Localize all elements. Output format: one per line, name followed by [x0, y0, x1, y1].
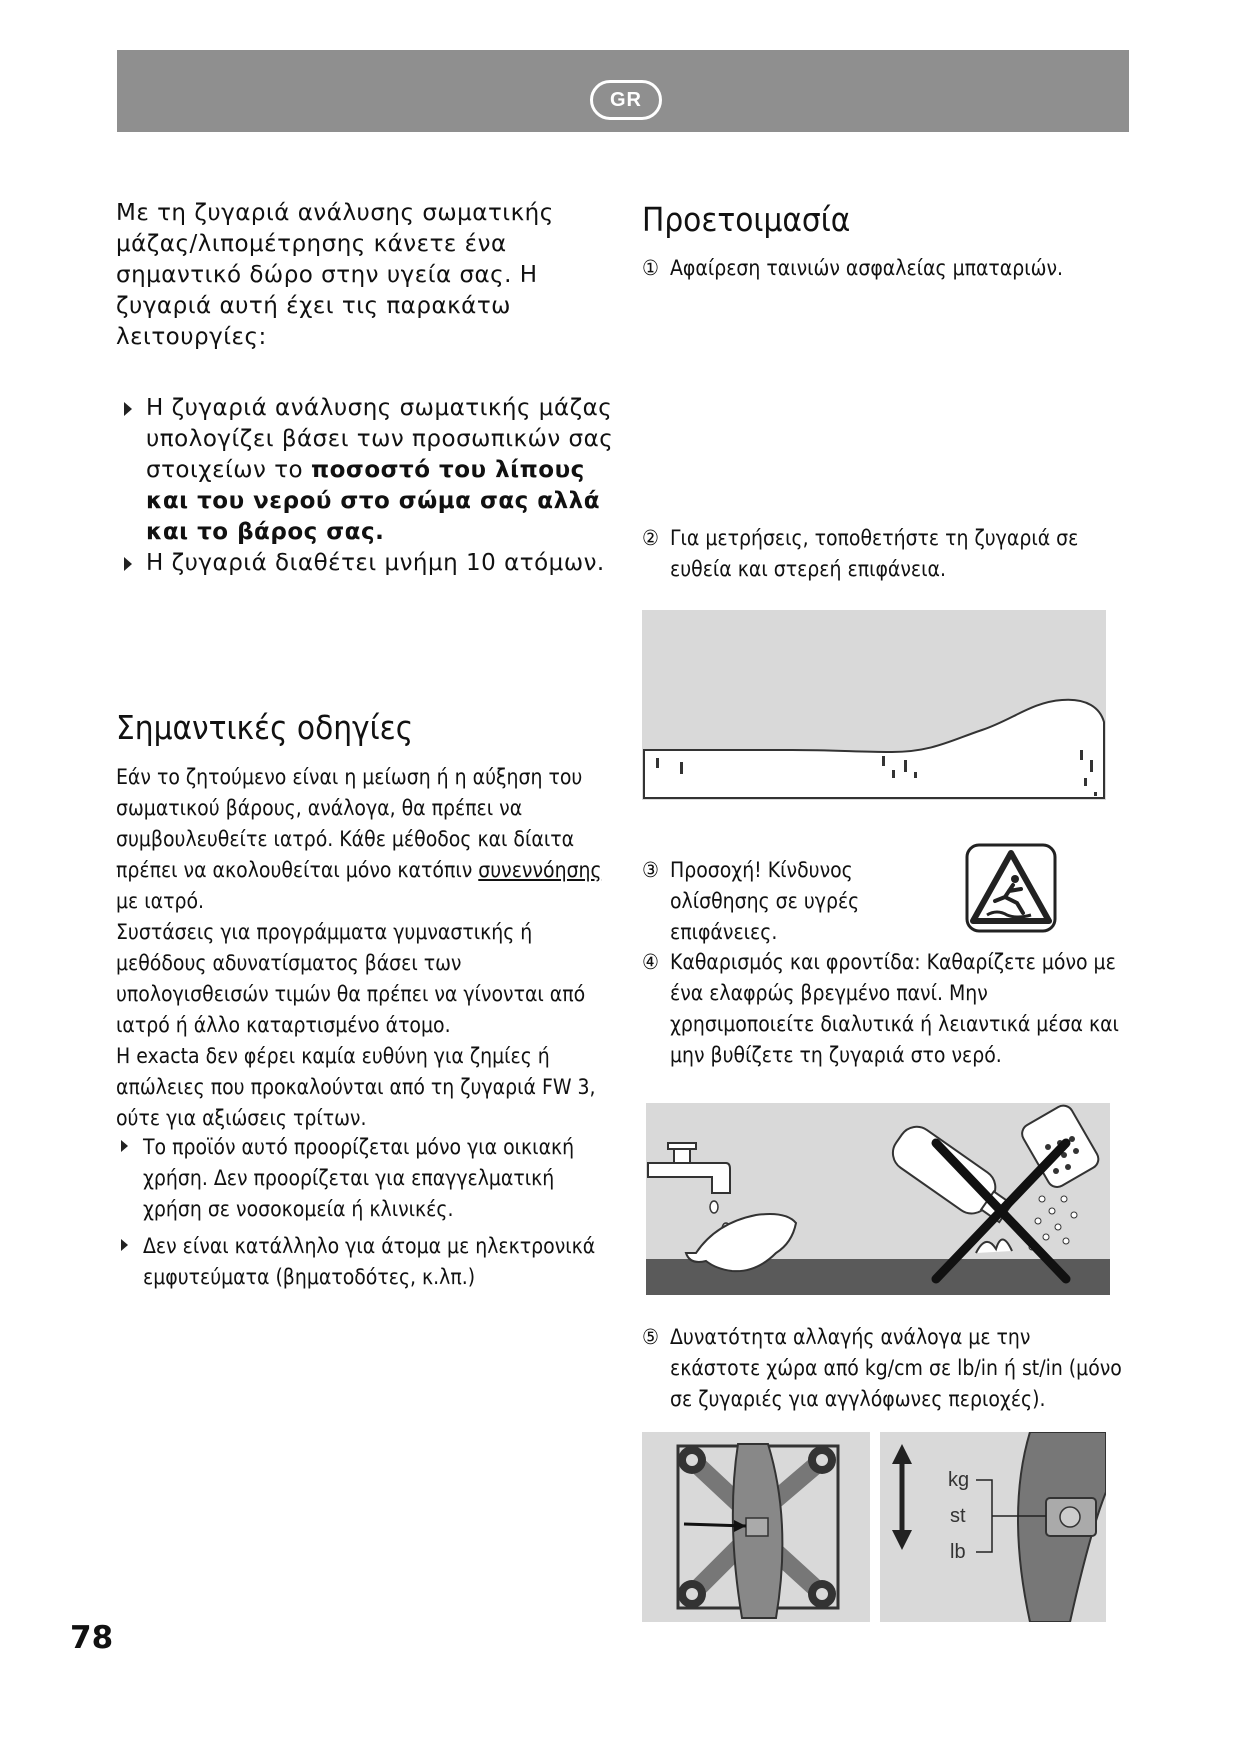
text-run: δεν φέρει καμία ευθύνη για ζημίες ή απώλειες που προκαλούνται από τη ζυγαριά FW 3, ούτε για αξιώσεις τρίτων.: [116, 1044, 596, 1130]
unit-label-st: st: [950, 1505, 966, 1527]
text-run: Εάν το ζητούμενο είναι η μείωση ή η αύξηση του σωματικού βάρους, ανάλογα, θα πρέπει να συμβουλευθείτε ιατρό. Κάθε μέθοδος και δίαιτα πρέπει να ακολουθείται μόνο κατόπιν: [116, 765, 583, 882]
list-item: [116, 393, 616, 548]
feature-text: Η ζυγαριά διαθέτει μνήμη 10 ατόμων.: [146, 550, 605, 576]
cleaning-illustration: [646, 1103, 1110, 1295]
list-item: [116, 1132, 616, 1225]
step-text: Προσοχή! Κίνδυνος ολίσθησης σε υγρές επιφάνειες.: [670, 858, 860, 944]
step-text: Αφαίρεση ταινιών ασφαλείας μπαταριών.: [670, 256, 1064, 280]
step-1: [642, 253, 1122, 284]
unit-label-lb: lb: [950, 1541, 966, 1563]
slip-warning-icon: [965, 843, 1057, 933]
step-number: ②: [642, 526, 659, 550]
important-body: [116, 762, 616, 1134]
scale-bottom-illustration: [642, 1432, 870, 1622]
step-number: ⑤: [642, 1325, 659, 1349]
feature-text: Η ζυγαριά ανάλυσης σωματικής μάζας υπολογίζει βάσει των προσωπικών σας στοιχείων το: [146, 395, 614, 483]
feature-list: [116, 393, 616, 579]
preparation-heading: Προετοιμασία: [642, 200, 851, 239]
list-item: [116, 548, 616, 579]
brand-name: exacta: [136, 1044, 200, 1068]
underlined-text: συνεννόησης: [478, 858, 602, 882]
bullet-triangle-icon: [121, 1239, 128, 1251]
language-badge: GR: [590, 80, 662, 120]
unit-label-kg: kg: [948, 1469, 970, 1491]
step-text: Για μετρήσεις, τοποθετήστε τη ζυγαριά σε ευθεία και στερεή επιφάνεια.: [670, 526, 1079, 581]
text-run: με ιατρό.: [116, 889, 204, 913]
step-number: ①: [642, 256, 659, 280]
bullet-triangle-icon: [124, 402, 132, 416]
step-2: [642, 523, 1122, 585]
notes-list: [116, 1132, 616, 1299]
flat-surface-illustration: [642, 610, 1106, 800]
feature-bold-text: ποσοστό του λίπους και του νερού στο σώμα σας αλλά και το βάρος σας.: [146, 457, 601, 545]
step-number: ④: [642, 950, 659, 974]
unit-switch-illustration: [880, 1432, 1106, 1622]
step-number: ③: [642, 858, 659, 882]
step-3: [642, 855, 902, 948]
step-text: Δυνατότητα αλλαγής ανάλογα με την εκάστοτε χώρα από kg/cm σε lb/in ή st/in (μόνο σε ζυγαριές για αγγλόφωνες περιοχές).: [670, 1325, 1122, 1411]
important-heading: Σημαντικές οδηγίες: [116, 708, 414, 747]
text-run: Η: [116, 1044, 137, 1068]
note-text: Το προϊόν αυτό προορίζεται μόνο για οικιακή χρήση. Δεν προορίζεται για επαγγελματική χρήση σε νοσοκομεία ή κλινικές.: [143, 1135, 575, 1221]
note-text: Δεν είναι κατάλληλο για άτομα με ηλεκτρονικά εμφυτεύματα (βηματοδότες, κ.λπ.): [143, 1234, 596, 1289]
list-item: [116, 1231, 616, 1293]
important-paragraph: Συστάσεις για προγράμματα γυμναστικής ή μεθόδους αδυνατίσματος βάσει των υπολογισθεισών τιμών θα πρέπει να γίνονται από ιατρό ή άλλο καταρτισμένο άτομο.: [116, 920, 586, 1037]
bullet-triangle-icon: [124, 557, 132, 571]
step-text: Καθαρισμός και φροντίδα: Καθαρίζετε μόνο με ένα ελαφρώς βρεγμένο πανί. Μην χρησιμοποιείτε διαλυτικά ή λειαντικά μέσα και μην βυθίζετε τη ζυγαριά στο νερό.: [670, 950, 1119, 1067]
step-4: [642, 947, 1122, 1071]
bullet-triangle-icon: [121, 1140, 128, 1152]
important-paragraph: [116, 762, 616, 917]
important-paragraph: [116, 1041, 616, 1134]
step-5: [642, 1322, 1122, 1415]
page-number: 78: [70, 1620, 114, 1656]
intro-paragraph: Με τη ζυγαριά ανάλυσης σωματικής μάζας/λιπομέτρησης κάνετε ένα σημαντικό δώρο στην υγεία σας. Η ζυγαριά αυτή έχει τις παρακάτω λειτουργίες:: [116, 200, 554, 350]
